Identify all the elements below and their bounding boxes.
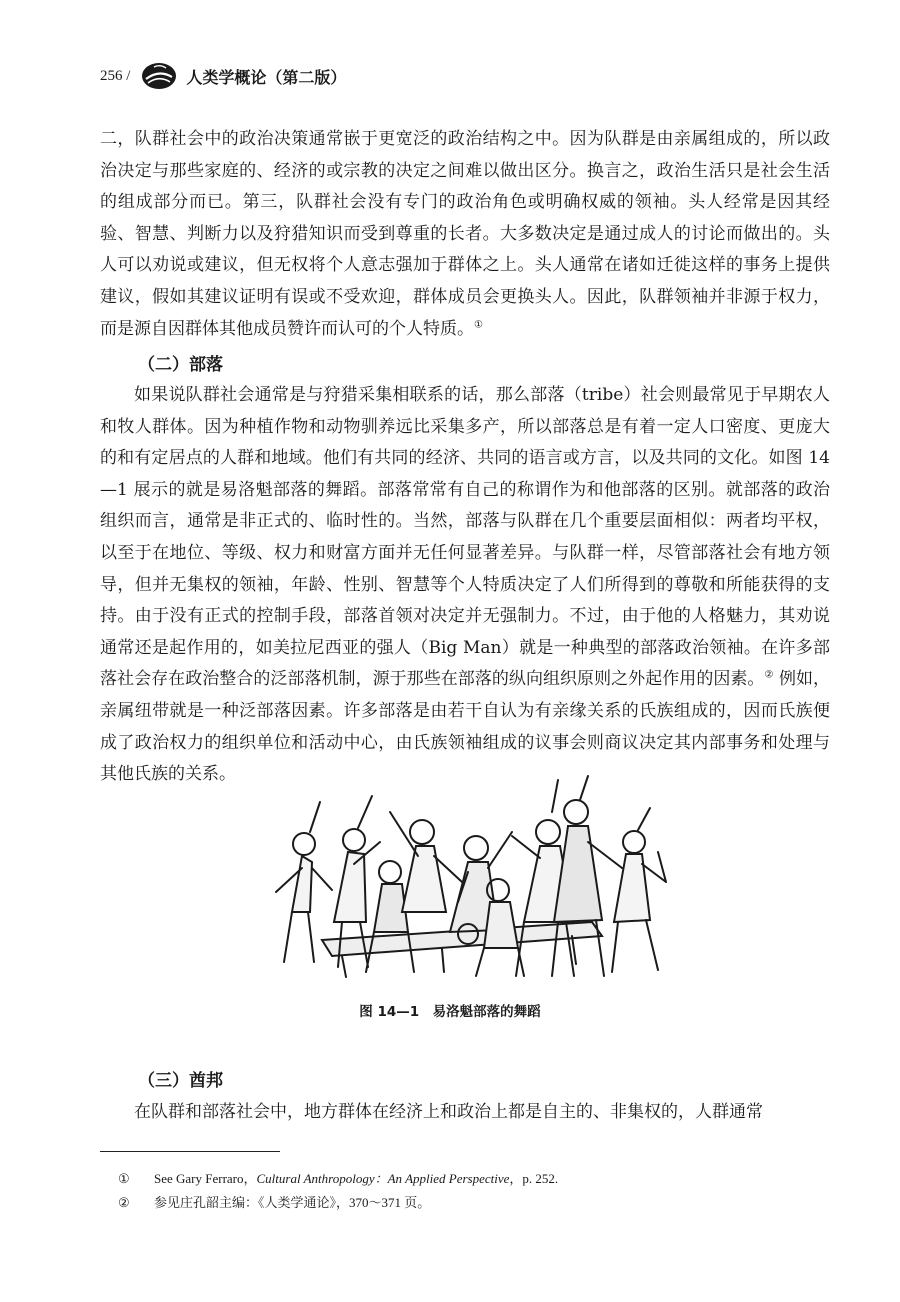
footnote-ref[interactable]: ① <box>474 318 483 330</box>
paragraph-text: 例如，亲属纽带就是一种泛部落因素。许多部落是由若干自认为有亲缘关系的氏族组成的，因而氏族便成了政治权力的组织单位和活动中心，由氏族领袖组成的议事会则商议决定其内部事务和处理与其他氏族的关系。 <box>100 669 831 785</box>
footnote-text: See Gary Ferraro， <box>154 1171 257 1186</box>
footnote-mark: ① <box>118 1171 130 1186</box>
body-paragraph <box>100 1097 830 1129</box>
body-paragraph <box>100 124 830 345</box>
running-header <box>100 58 346 94</box>
footnote-ref[interactable]: ② <box>764 669 774 681</box>
paragraph-text: 二，队群社会中的政治决策通常嵌于更宽泛的政治结构之中。因为队群是由亲属组成的，所以政治决定与那些家庭的、经济的或宗教的决定之间难以做出区分。换言之，政治生活只是社会生活的组成部分而已。第三，队群社会没有专门的政治角色或明确权威的领袖。头人经常是因其经验、智慧、判断力以及狩猎知识而受到尊重的长者。大多数决定是通过成人的讨论而做出的。头人可以劝说或建议，但无权将个人意志强加于群体之上。头人通常在诸如迁徙这样的事务上提供建议，假如其建议证明有误或不受欢迎，群体成员会更换头人。因此，队群领袖并非源于权力，而是源自因群体其他成员赞许而认可的个人特质。 <box>100 129 830 339</box>
footnote-book-title: Cultural Anthropology：An Applied Perspective <box>256 1171 510 1186</box>
section-heading-chiefdom: （三）酋邦 <box>138 1071 223 1091</box>
footnote-2 <box>118 1192 430 1211</box>
body-paragraph <box>100 380 830 791</box>
figure-caption: 图 14—1 易洛魁部落的舞蹈 <box>359 1004 541 1020</box>
footnote-1 <box>118 1168 558 1187</box>
paragraph-text: 在队群和部落社会中，地方群体在经济上和政治上都是自主的、非集权的，人群通常 <box>134 1102 763 1122</box>
page-number: 256 / <box>100 67 131 84</box>
book-title: 人类学概论（第二版） <box>186 67 347 87</box>
iroquois-dance-illustration <box>262 772 682 982</box>
footnote-mark: ② <box>118 1195 130 1210</box>
publisher-logo-icon <box>140 61 178 91</box>
footnote-text: ，p. 252. <box>509 1171 559 1186</box>
footnote-divider <box>100 1151 280 1152</box>
section-heading-tribe: （二）部落 <box>138 355 223 375</box>
paragraph-text: 如果说队群社会通常是与狩猎采集相联系的话，那么部落（tribe）社会则最常见于早期农人和牧人群体。因为种植作物和动物驯养远比采集多产，所以部落总是有着一定人口密度、更庞大的和有定居点的人群和地域。他们有共同的经济、共同的语言或方言，以及共同的文化。如图 14—1 展示的就是易洛魁部落的舞蹈。部落常常有自己的称谓作为和他部落的区别。就部落的政治组织而言，通常是非正式的、临时性的。当然，部落与队群在几个重要层面相似：两者均平权，以至于在地位、等级、权力和财富方面并无任何显著差异。与队群一样，尽管部落社会有地方领导，但并无集权的领袖，年龄、性别、智慧等个人特质决定了人们所得到的尊敬和所能获得的支持。由于没有正式的控制手段，部落首领对决定并无强制力。不过，由于他的人格魅力，其劝说通常还是起作用的，如美拉尼西亚的强人（Big Man）就是一种典型的部落政治领袖。在许多部落社会存在政治整合的泛部落机制，源于那些在部落的纵向组织原则之外起作用的因素。 <box>100 385 830 690</box>
footnote-text: 参见庄孔韶主编：《人类学通论》，370～371 页。 <box>154 1195 431 1210</box>
